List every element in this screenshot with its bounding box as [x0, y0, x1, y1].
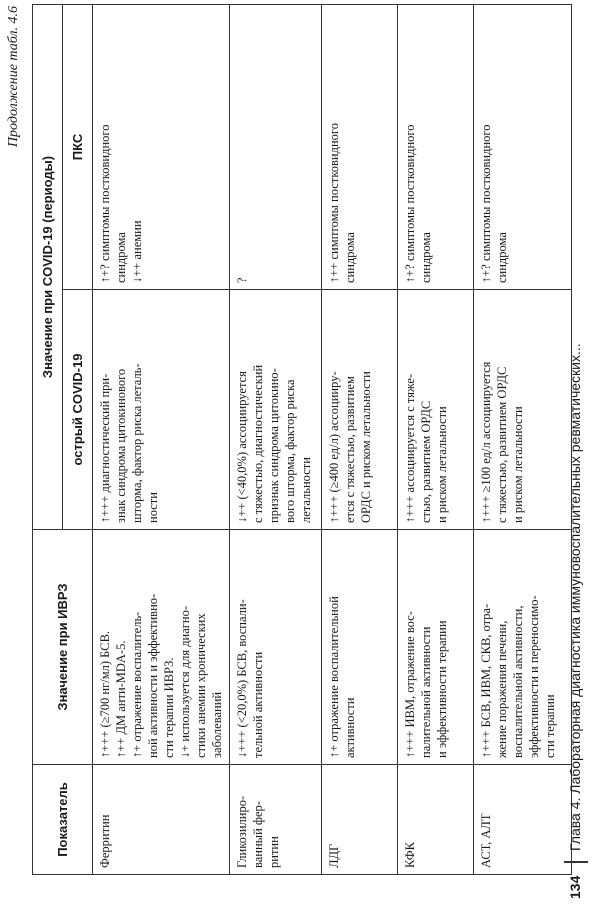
table-row: [398, 4, 474, 874]
cell-line: синдрома: [495, 232, 509, 283]
cell-line: ↓++ (<40,0%) ассоциируется: [235, 371, 249, 523]
cell-line: ↑+? симптомы постковидного: [479, 124, 493, 283]
cell-line: ется с тяжестью, развитием: [343, 376, 357, 523]
page-number: 134: [567, 875, 583, 899]
header-indicator: Показатель: [33, 765, 93, 875]
cell-line: признак синдрома цитокино-: [267, 368, 281, 523]
cell-line: палительной активности: [419, 626, 433, 758]
cell-line: ↑+++ БСВ, ИВМ, СКВ, отра-: [479, 603, 493, 758]
cell-line: ОРДС и риском летальности: [359, 371, 373, 523]
cell-line: ной активности и эффективно-: [146, 593, 160, 758]
cell-line: стью, развитием ОРДС: [419, 400, 433, 523]
cell-line: знак синдрома цитокинового: [114, 368, 128, 523]
cell-line: ↑+++ ≥100 ед/л ассоциируется: [479, 361, 493, 523]
cell-line: ↓+++ (<20,0%) БСВ, воспали-: [235, 599, 249, 758]
indicator-cell: ЛДГ: [322, 765, 398, 875]
cell-line: и риском летальности: [511, 406, 525, 523]
cell-line: и риском летальности: [435, 406, 449, 523]
cell-line: сти терапии: [543, 694, 557, 758]
pks-cell: [230, 4, 322, 289]
table-row: [322, 4, 398, 874]
cell-line: ↑+ отражение воспалитель-: [130, 611, 144, 758]
cell-line: с тяжестью, развитием ОРДС: [495, 366, 509, 523]
cell-line: ↑+ отражение воспалительной: [327, 596, 341, 758]
table-row: [230, 4, 322, 874]
cell-line: активности: [343, 697, 357, 758]
cell-line: ↑+++ ассоциируется с тяже-: [403, 373, 417, 523]
cell-line: воспалительной активности,: [511, 605, 525, 758]
irvz-cell: [474, 530, 572, 765]
cell-line: ↑++ симптомы постковидного: [327, 123, 341, 283]
pks-cell: [322, 4, 398, 289]
lab-table: [32, 4, 572, 875]
indicator-cell: АСТ, АЛТ: [474, 765, 572, 875]
table-row: [474, 4, 572, 874]
irvz-cell: [398, 530, 474, 765]
indicator-cell: Гликозилиро- ванный фер- ритин: [230, 765, 322, 875]
cell-line: ↑+++ диагностический при-: [98, 373, 112, 523]
pks-cell: [398, 4, 474, 289]
cell-line: сти терапии ИВРЗ.: [162, 657, 176, 758]
cell-line: ↑+? симптомы постковидного: [98, 124, 112, 283]
cell-line: синдрома: [419, 232, 433, 283]
irvz-cell: [230, 530, 322, 765]
cell-line: заболеваний: [210, 691, 224, 758]
indicator-cell: КФК: [398, 765, 474, 875]
cell-line: ↑+++ (≥700 нг/мл) БСВ.: [98, 630, 112, 758]
pks-cell: [93, 4, 230, 289]
cell-line: шторма, фактор риска леталь-: [130, 363, 144, 523]
continuation-note: Продолжение табл. 4.6: [6, 6, 21, 148]
chapter-title: Глава 4. Лабораторная диагностика иммуновоспалительных ревматических...: [567, 343, 583, 851]
cell-line: эффективности и переносимо-: [527, 595, 541, 758]
header-irvz: Значение при ИВРЗ: [33, 530, 93, 765]
cell-line: вого шторма, фактор риска: [283, 379, 297, 523]
cell-line: тельной активности: [251, 651, 265, 758]
table-row: [93, 4, 230, 874]
acute-cell: [322, 290, 398, 530]
cell-line: стики анемии хронических: [194, 613, 208, 758]
cell-line: и эффективности терапии: [435, 620, 449, 758]
cell-line: ↓++ анемии: [130, 220, 144, 283]
cell-line: ?: [235, 277, 249, 283]
cell-line: летальности: [299, 457, 313, 523]
header-acute: острый COVID-19: [63, 290, 93, 530]
acute-cell: [474, 290, 572, 530]
cell-line: ↑+++ (≥400 ед/л) ассоцииру-: [327, 371, 341, 523]
cell-line: синдрома: [114, 232, 128, 283]
cell-line: ↑+? симптомы постковидного: [403, 124, 417, 283]
footer-divider: [564, 861, 588, 863]
cell-line: синдрома: [343, 232, 357, 283]
irvz-cell: [322, 530, 398, 765]
cell-line: ↑++ ДМ анти-MDA-5.: [114, 640, 128, 758]
indicator-cell: Ферритин: [93, 765, 230, 875]
cell-line: с тяжестью, диагностический: [251, 364, 265, 523]
header-covid-group: Значение при COVID-19 (периоды): [33, 4, 63, 529]
header-pks: ПКС: [63, 4, 93, 289]
cell-line: жение поражения печени,: [495, 620, 509, 758]
cell-line: ↓+ используется для диагно-: [178, 605, 192, 758]
cell-line: ности: [146, 492, 160, 523]
page-footer: [564, 0, 588, 905]
pks-cell: [474, 4, 572, 289]
acute-cell: [398, 290, 474, 530]
table-body: [93, 4, 572, 874]
cell-line: ↑+++ ИВМ, отражение вос-: [403, 611, 417, 758]
irvz-cell: [93, 530, 230, 765]
acute-cell: [230, 290, 322, 530]
acute-cell: [93, 290, 230, 530]
